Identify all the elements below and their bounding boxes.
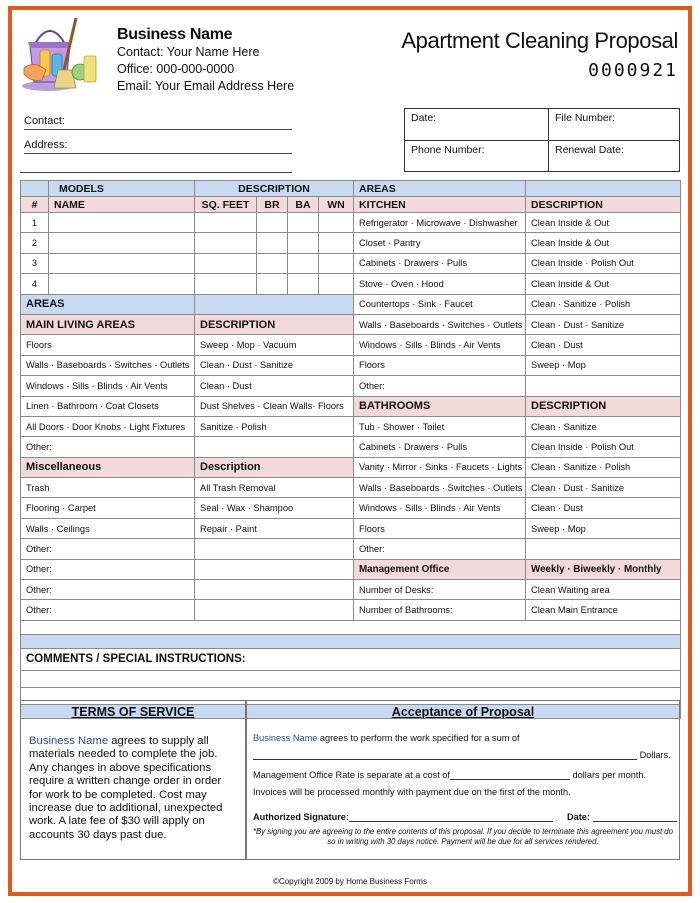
table-row [21,213,681,233]
kitchen-area: Windows · Sills · Blinds · Air Vents [354,335,526,355]
business-contact: Contact: Your Name Here [117,45,260,59]
signature-date-label: Date: [566,812,590,822]
invoice-line: Invoices will be processed monthly with payment due on the first of the month. [253,787,571,797]
bathrooms-header: BATHROOMS [354,396,526,416]
br-cell[interactable] [257,274,288,294]
kitchen-description: Clean Inside · Polish Out [526,253,681,273]
col-sqft: SQ. FEET [195,197,257,213]
bath-description: Clean · Sanitize · Polish [526,457,681,477]
br-cell[interactable] [257,233,288,253]
row-number: 1 [21,213,49,233]
model-name-cell[interactable] [49,213,195,233]
misc-description[interactable] [195,559,354,579]
terms-of-service [20,700,246,860]
bath-area: Tub · Shower · Toilet [354,416,526,436]
mgmt-rate-post: dollars per month. [572,770,647,780]
terms-text: agrees to supply all materials needed to complete the job. Any changes in above specifications require a written change order in order for work to be completed. Cost may increase due to additional, unexpected work. A late fee of $30 will apply on accounts 30 days past due. [29,735,223,841]
row-number: 2 [21,233,49,253]
br-cell[interactable] [257,253,288,273]
acceptance-sum-line [253,749,671,760]
bath-description: Clean · Sanitize [526,416,681,436]
kitchen-description: Clean · Sanitize · Polish [526,294,681,314]
blue-band [21,634,681,648]
misc-description: All Trash Removal [195,478,354,498]
main-living-header: MAIN LIVING AREAS [21,314,195,334]
misc-description[interactable] [195,580,354,600]
misc-description: Repair · Paint [195,518,354,538]
client-address-label: Address: [24,139,68,151]
mgmt-rate-input[interactable] [450,769,570,780]
misc-area: Trash [21,478,195,498]
model-name-cell[interactable] [49,274,195,294]
table-row [21,233,681,253]
signature-line [253,811,677,822]
client-contact-field[interactable] [24,115,292,130]
cleaning-supplies-icon [18,12,104,94]
misc-desc-header: Description [195,457,354,477]
services-table [20,180,681,719]
main-living-header-row [21,314,681,334]
living-description: Sweep · Mop · Vacuum [195,335,354,355]
living-area: Floors [21,335,195,355]
kitchen-description-header: DESCRIPTION [526,197,681,213]
main-living-desc-header: DESCRIPTION [195,314,354,334]
areas-blank [195,294,354,314]
blue-band-row [21,634,681,648]
model-name-cell[interactable] [49,233,195,253]
acceptance-footnote: *By signing you are agreeing to the entire contents of this proposal. If you decide to terminate this agreement you must do so in writing with 30 days notice. Payment will be due for all services rendered. [253,827,673,846]
kitchen-description: Clean Inside & Out [526,274,681,294]
kitchen-other[interactable]: Other: [354,376,526,396]
living-description: Clean · Dust · Sanitize [195,355,354,375]
comments-header-row [21,648,681,670]
bath-area: Vanity · Mirror · Sinks · Faucets · Lights [354,457,526,477]
living-area: Windows · Sills · Blinds · Air Vents [21,376,195,396]
areas-label: AREAS [21,294,195,314]
sum-input[interactable] [253,749,637,760]
table-row [21,416,681,436]
signature-date-input[interactable] [593,811,677,822]
misc-other[interactable]: Other: [21,580,195,600]
signature-label: Authorized Signature: [253,812,349,822]
management-frequency[interactable]: Weekly · Biweekly · Monthly [526,559,681,579]
acceptance-line-1-text: agrees to perform the work specified for a sum of [317,733,520,743]
wn-cell[interactable] [319,213,354,233]
areas-header: AREAS [354,181,526,197]
kitchen-description: Clean Inside & Out [526,233,681,253]
kitchen-description[interactable] [526,376,681,396]
misc-header-row [21,457,681,477]
misc-other[interactable]: Other: [21,559,195,579]
bath-description[interactable] [526,539,681,559]
terms-heading: TERMS OF SERVICE [71,705,195,719]
bath-description: Clean · Dust [526,498,681,518]
business-office: Office: 000-000-0000 [117,62,235,76]
col-wn: WN [319,197,354,213]
br-cell[interactable] [257,213,288,233]
sqft-cell[interactable] [195,274,257,294]
bath-description: Clean · Dust · Sanitize [526,478,681,498]
kitchen-area: Floors [354,355,526,375]
kitchen-description: Sweep · Mop [526,355,681,375]
table-row [21,498,681,518]
misc-area: Flooring · Carpet [21,498,195,518]
models-header: MODELS [49,181,195,197]
col-name: NAME [49,197,195,213]
col-ba: BA [288,197,319,213]
header-blank-2 [526,181,681,197]
kitchen-description: Clean · Dust · Sanitize [526,314,681,334]
comments-input-1[interactable] [21,670,681,687]
ba-cell[interactable] [288,274,319,294]
ba-cell[interactable] [288,213,319,233]
bath-other[interactable]: Other: [354,539,526,559]
living-description: Dust Shelves · Clean Walls· Floors [195,396,354,416]
management-office-header: Management Office [354,559,526,579]
misc-description[interactable] [195,539,354,559]
table-row [21,559,681,579]
table-row [21,437,681,457]
living-other[interactable]: Other: [21,437,195,457]
client-contact-label: Contact: [24,115,65,127]
table-row [21,376,681,396]
desks-description: Clean Waiting area [526,580,681,600]
kitchen-area: Countertops · Sink · Faucet [354,294,526,314]
wn-cell[interactable] [319,253,354,273]
bath-area: Walls · Baseboards · Switches · Outlets [354,478,526,498]
kitchen-area: Closet · Pantry [354,233,526,253]
kitchen-area: Stove · Oven · Hood [354,274,526,294]
spacer-cell [21,620,681,634]
table-row [21,274,681,294]
table-row [21,355,681,375]
kitchen-area: Cabinets · Drawers · Pulls [354,253,526,273]
kitchen-area: Refrigerator · Microwave · Dishwasher [354,213,526,233]
model-name-cell[interactable] [49,253,195,273]
bath-area: Floors [354,518,526,538]
dollars-label: Dollars. [639,750,671,760]
business-info [117,26,294,95]
document-title: Apartment Cleaning Proposal [401,28,678,53]
comments-header: COMMENTS / SPECIAL INSTRUCTIONS: [21,648,681,670]
acceptance-mgmt-line [253,769,646,780]
bath-description: Sweep · Mop [526,518,681,538]
wn-cell[interactable] [319,274,354,294]
areas-row [21,294,681,314]
living-description: Clean · Dust [195,376,354,396]
table-row [21,253,681,273]
description-header: DESCRIPTION [195,181,354,197]
table-row [21,396,681,416]
living-area: Linen · Bathroom · Coat Closets [21,396,195,416]
sqft-cell[interactable] [195,253,257,273]
misc-other[interactable]: Other: [21,600,195,620]
table-row [21,600,681,620]
table-top-header [21,181,681,197]
business-name: Business Name [117,26,233,43]
misc-area: Walls · Ceilings [21,518,195,538]
sqft-cell[interactable] [195,213,257,233]
misc-other[interactable]: Other: [21,539,195,559]
terms-body [29,735,237,842]
living-description: Sanitize · Polish [195,416,354,436]
renewal-date-field[interactable]: Renewal Date: [555,144,624,156]
bath-area: Cabinets · Drawers · Pulls [354,437,526,457]
misc-description[interactable] [195,600,354,620]
misc-header: Miscellaneous [21,457,195,477]
col-num: # [21,197,49,213]
bathrooms-count-field[interactable]: Number of Bathrooms: [354,600,526,620]
spacer-row [21,620,681,634]
mgmt-rate-pre: Management Office Rate is separate at a cost of [253,770,450,780]
terms-business-name: Business Name [29,735,109,747]
signature-input[interactable] [349,811,553,822]
bathrooms-desc-header: DESCRIPTION [526,396,681,416]
date-field[interactable]: Date: [411,112,437,124]
col-br: BR [257,197,288,213]
living-area: Walls · Baseboards · Switches · Outlets [21,355,195,375]
living-description[interactable] [195,437,354,457]
ba-cell[interactable] [288,233,319,253]
acceptance-business-name: Business Name [253,733,318,743]
phone-number-field[interactable]: Phone Number: [411,144,485,156]
business-email: Email: Your Email Address Here [117,79,295,93]
bathrooms-count-description: Clean Main Entrance [526,600,681,620]
table-row [21,539,681,559]
acceptance-of-proposal [246,700,680,860]
kitchen-header: KITCHEN [354,197,526,213]
row-number: 4 [21,274,49,294]
misc-description: Seal · Wax · Shampoo [195,498,354,518]
bath-area: Windows · Sills · Blinds · Air Vents [354,498,526,518]
table-row [21,580,681,600]
ba-cell[interactable] [288,253,319,273]
copyright: ©Copyright 2009 by Home Business Forms [273,877,427,886]
file-number-field[interactable]: File Number: [555,112,616,124]
living-area: All Doors · Door Knobs · Light Fixtures [21,416,195,436]
acceptance-heading: Acceptance of Proposal [391,705,535,719]
info-box [404,108,680,172]
table-row [21,478,681,498]
comments-line [21,670,681,687]
kitchen-description: Clean · Dust [526,335,681,355]
kitchen-area: Walls · Baseboards · Switches · Outlets [354,314,526,334]
proposal-number: 0000921 [588,60,678,81]
sqft-cell[interactable] [195,233,257,253]
kitchen-description: Clean Inside & Out [526,213,681,233]
table-row [21,335,681,355]
desks-field[interactable]: Number of Desks: [354,580,526,600]
wn-cell[interactable] [319,233,354,253]
client-address-field[interactable] [24,139,292,154]
table-row [21,518,681,538]
table-column-header [21,197,681,213]
row-number: 3 [21,253,49,273]
bath-description: Clean Inside · Polish Out [526,437,681,457]
client-address-line-2[interactable] [20,172,292,173]
acceptance-line-1 [253,733,520,743]
header-blank [21,181,49,197]
